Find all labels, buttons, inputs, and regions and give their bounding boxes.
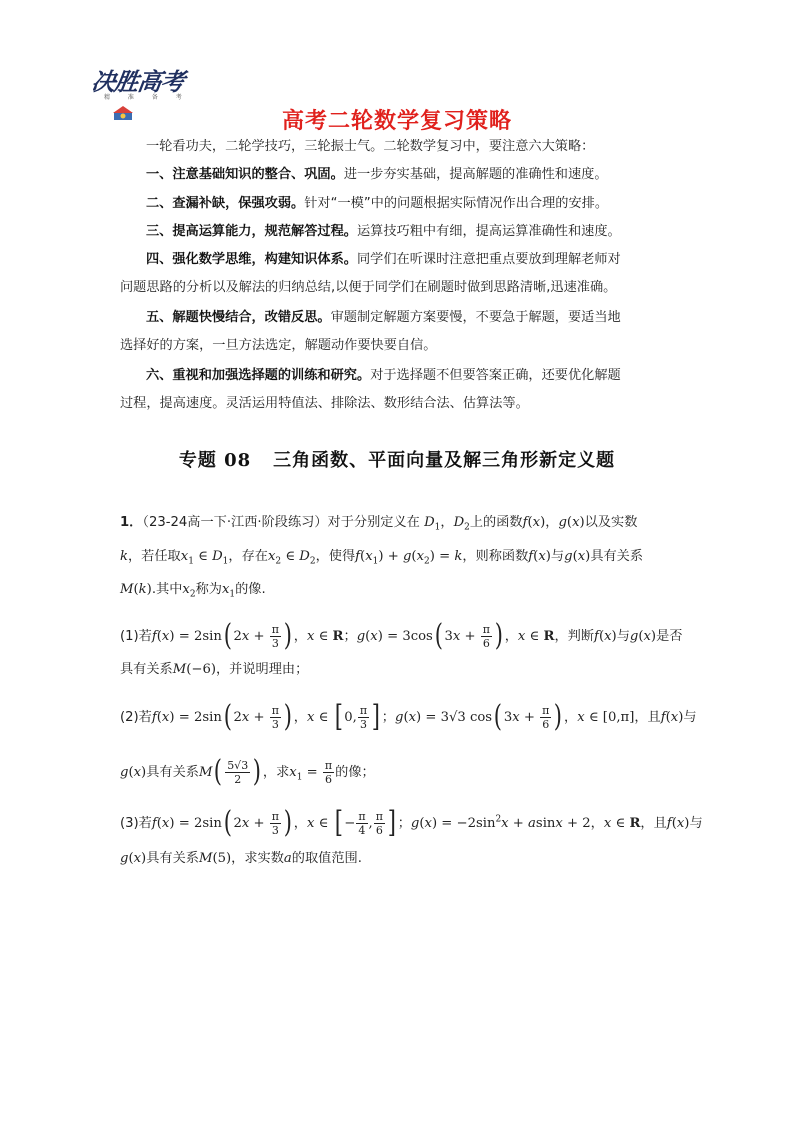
stem-text: .其中	[151, 582, 183, 597]
part-label: (3)若	[120, 816, 152, 831]
section-number: 专题 08	[178, 450, 252, 471]
part-label: (2)若	[120, 710, 152, 725]
part-text: 是否	[656, 629, 683, 644]
strategy-text-cont: 选择好的方案，一旦方法选定，解题动作要快要自信。	[120, 338, 437, 353]
logo-brand-text: 决胜高考	[89, 67, 186, 96]
stem-text: 对于分别定义在	[327, 515, 420, 530]
strategy-heading: 四、强化数学思维，构建知识体系。	[146, 252, 357, 267]
logo-sub-text: 精 准 备 考	[104, 94, 190, 101]
stem-text: ，若任取	[128, 549, 181, 564]
doc-title: 高考二轮数学复习策略	[281, 109, 512, 134]
strategy-text: 同学们在听课时注意把重点要放到理解老师对	[357, 252, 621, 267]
strategy-heading: 二、查漏补缺，保强攻弱。	[146, 196, 305, 211]
strategy-item	[120, 218, 680, 246]
part-text: ，并说明理由；	[216, 662, 309, 677]
stem-text: 的像.	[235, 582, 266, 597]
stem-text: ，存在	[228, 549, 268, 564]
part-2-line: (2)若f(x) = 2sin( 2x + $\frac{\pi}{3}$ ) ，x ∈ [ 0, $\frac{\pi}{3}$ ] ；g(x) = 3√3 cos( 3x + $\frac{\pi}{6}$ ) ，x ∈ [0,π]，且f(x)与	[120, 699, 697, 734]
strategy-text: 进一步夯实基础，提高解题的准确性和速度。	[343, 167, 608, 182]
part-text: 具有关系	[146, 851, 199, 866]
part-label: (1)若	[120, 629, 152, 644]
strategy-heading: 一、注意基础知识的整合、巩固。	[146, 167, 344, 182]
stem-text: 具有关系	[590, 549, 644, 564]
strategy-text: 审题制定解题方案要慢，不要急于解题，要适当地	[330, 310, 621, 325]
strategy-heading: 五、解题快慢结合，改错反思。	[146, 310, 331, 325]
section-name: 三角函数、平面向量及解三角形新定义题	[273, 450, 616, 471]
strategy-item	[120, 161, 680, 189]
part-text: 具有关系	[146, 765, 199, 780]
stem-text: 称为	[195, 582, 222, 597]
strategy-item	[120, 190, 680, 218]
part-text: ，求实数	[231, 851, 284, 866]
part-text: ，判断	[554, 629, 595, 644]
intro-text: 一轮看功夫，二轮学技巧，三轮振士气。二轮数学复习中，要注意六大策略：	[146, 139, 595, 154]
stem-text: ，则称函数	[462, 549, 529, 564]
stem-text: 上的函数	[469, 515, 523, 530]
strategy-text-cont: 问题思路的分析以及解法的归纳总结,以便于同学们在刷题时做到思路清晰,迅速准确。	[120, 280, 617, 295]
section-title	[0, 446, 794, 472]
part-text: 具有关系	[120, 662, 173, 677]
strategy-text: 对于选择题不但要答案正确，还要优化解题	[370, 368, 621, 383]
strategy-text-cont: 过程，提高速度。灵活运用特值法、排除法、数形结合法、估算法等。	[120, 396, 529, 411]
stem-text: 与	[550, 549, 565, 564]
strategy-item	[120, 304, 680, 360]
problem-source: （23-24高一下·江西·阶段练习）	[142, 515, 328, 530]
part-text: ，求	[262, 765, 290, 780]
part-3-line: (3)若f(x) = 2sin( 2x + $\frac{\pi}{3}$ ) ，x ∈ [ − $\frac{\pi}{4}$ , $\frac{\pi}{6}$ ] ；$g(x) = -2\sin^2x + asinx + 2$，x ∈ R，且f(x)与	[120, 805, 703, 840]
strategy-text: 运算技巧粗中有细，提高运算准确性和速度。	[357, 224, 621, 239]
problem-stem-line: M(k).其中$x_2$称为$x_1$的像.	[120, 582, 266, 600]
part-1-line: 具有关系M(−6)，并说明理由；	[120, 662, 309, 677]
intro-paragraph	[120, 133, 680, 161]
strategy-item	[120, 362, 680, 418]
stem-text: 以及实数	[584, 515, 638, 530]
part-2-line: g(x)具有关系M( $\frac{5√3}{2}$ ) ，求$x_1$ = $\frac{\pi}{6}$ 的像；	[120, 754, 375, 789]
stem-text: ，使得	[315, 549, 356, 564]
problem-stem-line: k，若任取$x_1$ ∈ $D_1$，存在$x_2$ ∈ $D_2$，使得$f(x_1) + g(x_2) = k$，则称函数f(x)与g(x)具有关系	[120, 549, 644, 567]
part-text: ，且	[640, 816, 667, 831]
strategy-item	[120, 246, 680, 302]
part-text: 的像；	[335, 765, 375, 780]
problem-number: 1．	[120, 515, 143, 530]
problem-stem-line: 1．（23-24高一下·江西·阶段练习）对于分别定义在 $D_1$，$D_2$上的函数f(x)，g(x)以及实数	[120, 515, 638, 533]
strategy-text: 针对“一模”中的问题根据实际情况作出合理的安排。	[304, 196, 609, 211]
part-text: 的取值范围.	[291, 851, 362, 866]
strategy-heading: 六、重视和加强选择题的训练和研究。	[146, 368, 371, 383]
part-text: ，且	[634, 710, 661, 725]
part-1-line: (1)若f(x) = 2sin( 2x + $\frac{\pi}{3}$ ) ，x ∈ R；g(x) = 3cos( 3x + $\frac{\pi}{6}$ ) ，x ∈ R，判断f(x)与g(x)是否	[120, 618, 683, 653]
part-3-line: g(x)具有关系M(5)，求实数a的取值范围.	[120, 851, 362, 866]
strategy-heading: 三、提高运算能力，规范解答过程。	[146, 224, 357, 239]
